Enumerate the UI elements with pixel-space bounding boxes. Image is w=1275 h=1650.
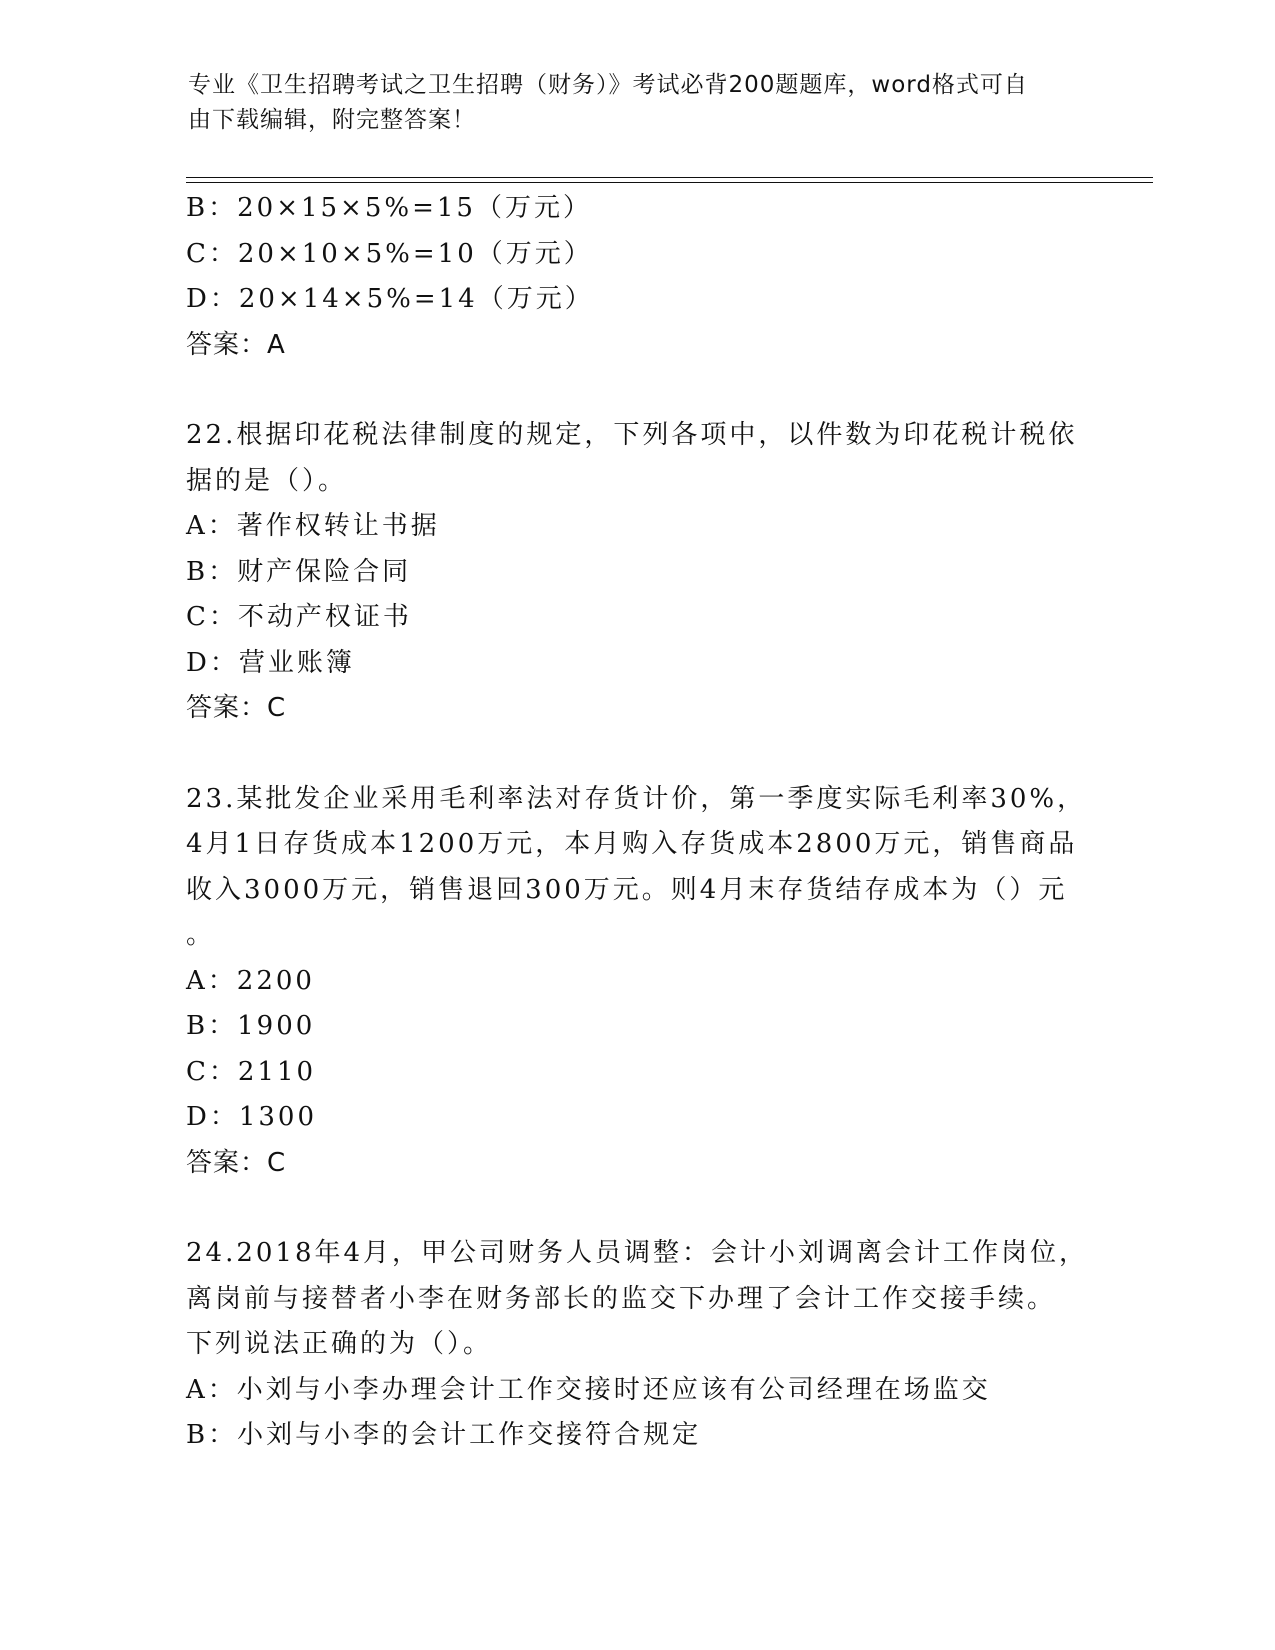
answer-line: 答案：C xyxy=(186,693,287,723)
option-b: B：财产保险合同 xyxy=(186,556,412,587)
document-header xyxy=(188,68,1068,138)
question-text-line: 下列说法正确的为（）。 xyxy=(186,1329,493,1359)
option-d: D：20×14×5%=14（万元） xyxy=(186,284,594,314)
option-a: A：2200 xyxy=(186,965,315,996)
answer-line: 答案：A xyxy=(186,329,286,360)
answer-line: 答案：C xyxy=(186,1147,287,1178)
option-c: C：20×10×5%=10（万元） xyxy=(186,238,593,269)
block-spacer xyxy=(186,368,1086,413)
option-b: B：小刘与小李的会计工作交接符合规定 xyxy=(186,1420,702,1450)
question-text-line: 收入3000万元，销售退回300万元。则4月末存货结存成本为（）元 xyxy=(186,874,1068,905)
question-text-line: 4月1日存货成本1200万元，本月购入存货成本2800万元，销售商品 xyxy=(186,829,1078,859)
question-text-line: 23.某批发企业采用毛利率法对存货计价，第一季度实际毛利率30%， xyxy=(186,783,1087,814)
question-text-line: 离岗前与接替者小李在财务部长的监交下办理了会计工作交接手续。 xyxy=(186,1283,1057,1314)
question-block-24 xyxy=(186,1231,1089,1459)
question-list xyxy=(186,186,1089,1459)
option-a: A：著作权转让书据 xyxy=(186,511,440,541)
question-text-line: 22.根据印花税法律制度的规定，下列各项中，以件数为印花税计税依 xyxy=(186,420,1078,450)
question-text-line: 24.2018年4月，甲公司财务人员调整：会计小刘调离会计工作岗位， xyxy=(186,1238,1089,1268)
question-block-23 xyxy=(186,777,1086,1187)
block-spacer xyxy=(186,732,1086,777)
question-block-22 xyxy=(186,413,1086,732)
block-spacer xyxy=(186,1186,1086,1231)
question-text-line: 据的是（）。 xyxy=(186,465,348,496)
option-b: B：20×15×5%=15（万元） xyxy=(186,193,592,223)
header-divider-bottom xyxy=(186,182,1153,183)
option-b: B：1900 xyxy=(186,1011,316,1041)
option-c: C：2110 xyxy=(186,1056,317,1087)
header-divider-top xyxy=(186,177,1153,178)
header-line-2: 由下载编辑，附完整答案！ xyxy=(188,107,476,133)
question-block-21 xyxy=(186,186,1086,368)
question-text-line: 。 xyxy=(186,920,216,950)
option-d: D：1300 xyxy=(186,1102,318,1132)
option-c: C：不动产权证书 xyxy=(186,602,412,632)
header-line-1: 专业《卫生招聘考试之卫生招聘（财务）》考试必背200题题库，word格式可自 xyxy=(188,72,1028,98)
option-d: D：营业账簿 xyxy=(186,647,355,678)
option-a: A：小刘与小李办理会计工作交接时还应该有公司经理在场监交 xyxy=(186,1374,991,1405)
